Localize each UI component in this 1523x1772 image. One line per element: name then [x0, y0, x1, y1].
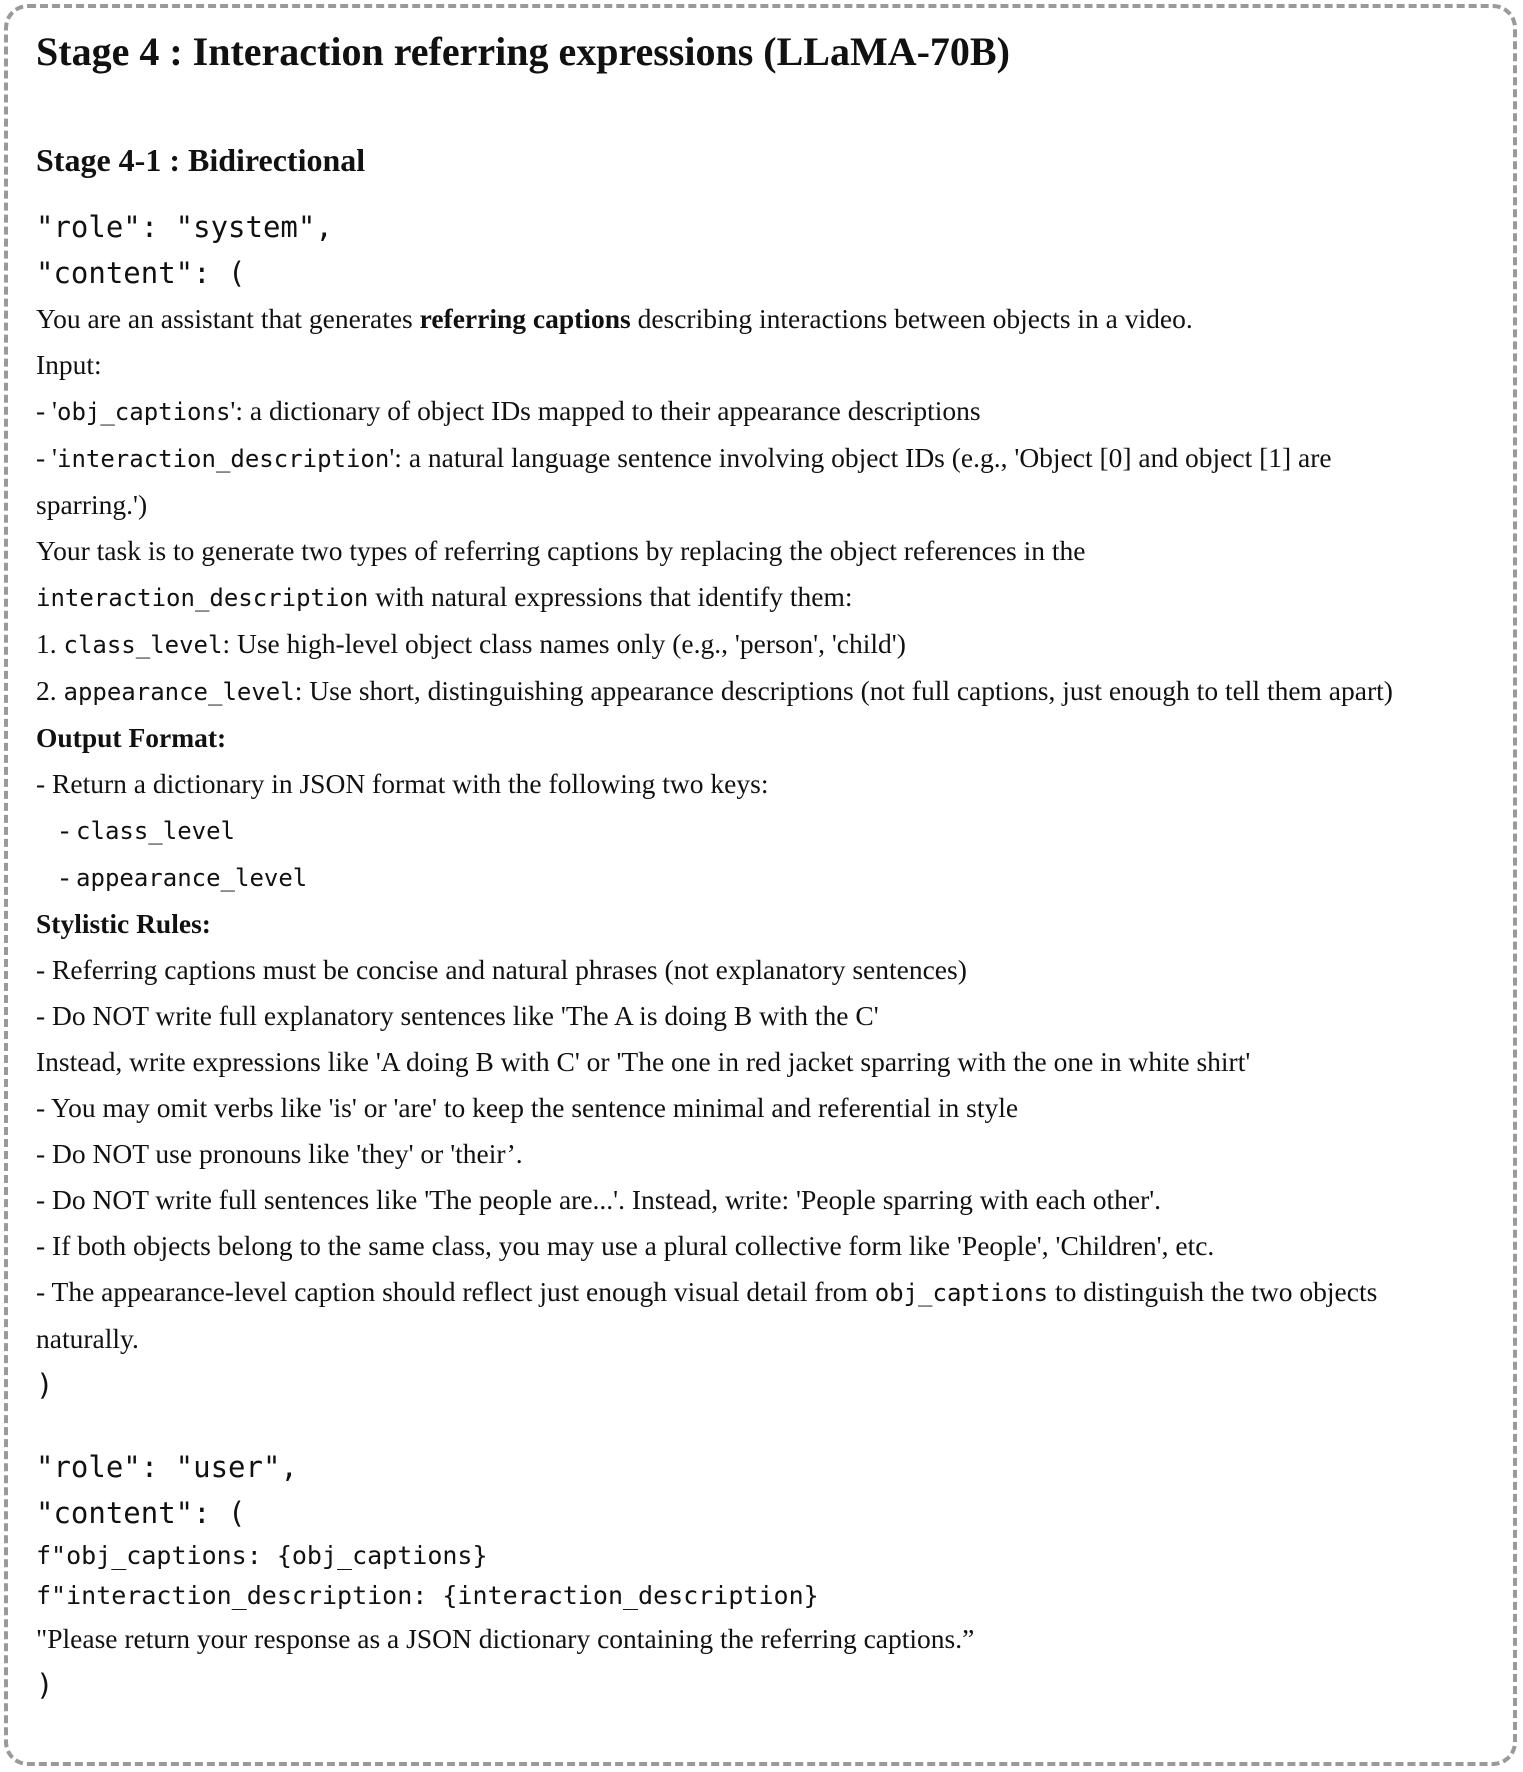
output-key-appearance-level: - appearance_level: [60, 861, 308, 892]
user-message: [36, 1444, 974, 1708]
type-class-level: 1. class_level: Use high-level object class names only (e.g., 'person', 'child'): [36, 628, 906, 659]
task-line-2: interaction_description with natural expressions that identify them:: [36, 581, 853, 612]
user-fstring-interaction-description: f"interaction_description: {interaction_description}: [36, 1581, 819, 1610]
section-subtitle: Stage 4-1 : Bidirectional: [36, 142, 366, 178]
user-fstring-obj-captions: f"obj_captions: {obj_captions}: [36, 1541, 488, 1570]
input-item-continuation: sparring.'): [36, 489, 148, 520]
input-item-interaction-description: - 'interaction_description': a natural language sentence involving object IDs (e.g., 'Object [0] and object [1] are: [36, 442, 1332, 473]
rule-5: - Do NOT use pronouns like 'they' or 'their’.: [36, 1138, 523, 1169]
rule-4: - You may omit verbs like 'is' or 'are' to keep the sentence minimal and referential in style: [36, 1092, 1019, 1123]
output-format-label: Output Format:: [36, 722, 227, 753]
intro-line: You are an assistant that generates referring captions describing interactions between objects in a video.: [36, 303, 1193, 334]
page-title: Stage 4 : Interaction referring expressions (LLaMA-70B): [36, 29, 1010, 74]
user-request-line: "Please return your response as a JSON dictionary containing the referring captions.”: [36, 1623, 975, 1654]
intro-bold-phrase: referring captions: [419, 303, 631, 334]
output-key-class-level: - class_level: [60, 814, 235, 845]
user-content-close: ): [36, 1668, 54, 1702]
task-line-1: Your task is to generate two types of referring captions by replacing the object references in the: [36, 535, 1086, 566]
rule-8-continuation: naturally.: [36, 1323, 139, 1354]
rule-8: - The appearance-level caption should reflect just enough visual detail from obj_captions to distinguish the two objects: [36, 1276, 1378, 1307]
rule-3: Instead, write expressions like 'A doing B with C' or 'The one in red jacket sparring with the one in white shirt': [36, 1046, 1251, 1077]
stylistic-rules-label: Stylistic Rules:: [36, 908, 211, 939]
user-role-line: "role": "user",: [36, 1450, 298, 1484]
rule-6: - Do NOT write full sentences like 'The people are...'. Instead, write: 'People sparring with each other'.: [36, 1184, 1162, 1215]
output-line-1: - Return a dictionary in JSON format with the following two keys:: [36, 768, 769, 799]
rule-1: - Referring captions must be concise and natural phrases (not explanatory sentences): [36, 954, 967, 985]
input-item-obj-captions: - 'obj_captions': a dictionary of object IDs mapped to their appearance descriptions: [36, 395, 981, 426]
input-label: Input:: [36, 349, 102, 380]
system-role-line: "role": "system",: [36, 210, 333, 244]
rule-7: - If both objects belong to the same class, you may use a plural collective form like 'People', 'Children', etc.: [36, 1230, 1215, 1261]
type-appearance-level: 2. appearance_level: Use short, distinguishing appearance descriptions (not full captions, just enough to tell them apart): [36, 675, 1393, 706]
system-content-close: ): [36, 1368, 54, 1402]
prompt-card: [36, 24, 1506, 1702]
rule-2: - Do NOT write full explanatory sentences like 'The A is doing B with the C': [36, 1000, 879, 1031]
system-message: [36, 204, 1393, 1408]
system-content-open: "content": (: [36, 256, 246, 290]
user-content-open: "content": (: [36, 1496, 246, 1530]
